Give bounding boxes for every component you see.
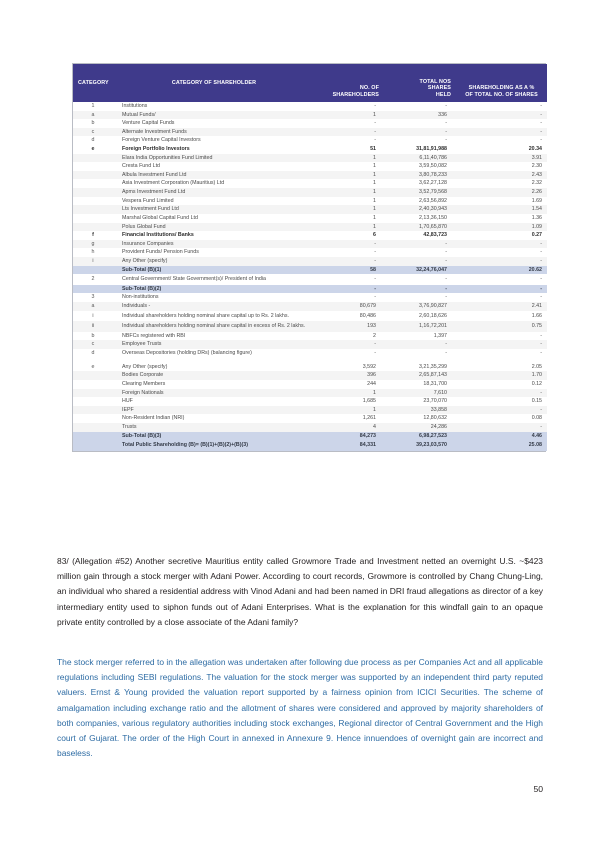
cell-shareholding-percent: 2.32	[531, 180, 542, 187]
column-header-category: CATEGORY	[73, 64, 113, 102]
cell-total-shares-held: 2,60,18,626	[419, 312, 447, 319]
cell-category	[73, 414, 113, 423]
cell-shareholder-name: Overseas Depositories (holding DRs) (balancing figure)	[122, 350, 252, 357]
cell-shareholding-percent: 2.43	[531, 171, 542, 178]
cell-shareholding-percent: 3.91	[531, 154, 542, 161]
cell-shareholder-name: Lts Investment Fund Ltd	[122, 206, 179, 213]
cell-shareholder-name: Non-institutions	[122, 294, 159, 301]
table-row	[73, 248, 547, 257]
table-row	[73, 349, 547, 358]
cell-total-shares-held: 33,858	[430, 406, 447, 413]
cell-category	[73, 423, 113, 432]
response-paragraph: The stock merger referred to in the allegation was undertaken after following due process as per Companies Act and all applicable regulations including SEBI regulations. The valuation for the stock merger was supported by an independent third party reputed valuers. Ernst & Young provided the valuation report supported by a fairness opinion from ICICI Securities. The scheme of amalgamation including exchange ratio and the allotment of shares were considered and approved by majority shareholders of both companies, various regulatory authorities including stock exchanges, Regional director of Central Government and the High court of Gujarat. The order of the High Court in annexed in Annexure 9. Hence innuendoes of overnight gain are incorrect and baseless.	[57, 657, 543, 759]
cell-shareholding-percent: 0.08	[531, 415, 542, 422]
cell-shareholding-percent: -	[540, 350, 542, 357]
cell-no-of-shareholders: 1	[373, 180, 376, 187]
cell-no-of-shareholders: 2	[373, 332, 376, 339]
cell-category: e	[91, 363, 95, 370]
table-row	[73, 111, 547, 120]
cell-shareholding-percent: -	[540, 111, 542, 118]
cell-total-shares-held: 3,59,50,082	[419, 163, 447, 170]
table-row	[73, 311, 547, 322]
cell-category	[73, 389, 113, 398]
cell-no-of-shareholders: -	[374, 276, 376, 283]
cell-category: i	[92, 312, 94, 319]
cell-total-shares-held: 18,31,700	[423, 380, 447, 387]
table-row	[73, 293, 547, 302]
cell-shareholding-percent: 0.27	[531, 232, 542, 239]
allegation-paragraph: 83/ (Allegation #52) Another secretive Mauritius entity called Growmore Trade and Investment netted an overnight U.S. ~$423 million gain through a stock merger with Adani Power. According to court records, Growmore is controlled by Chang Chung-Ling, an individual who shared a residential address with Vinod Adani and had been named in DRI fraud allegations as director of a key intermediary entity used to siphon funds out of Adani Enterprises. What is the explanation for this windfall gain to an opaque private entity controlled by a close associate of the Adani family?	[57, 556, 543, 627]
cell-shareholder-name: Venture Capital Funds	[122, 120, 175, 127]
table-row	[73, 414, 547, 423]
cell-category	[73, 154, 113, 163]
cell-total-shares-held: -	[445, 103, 447, 109]
cell-total-shares-held: 39,23,03,570	[416, 442, 447, 449]
cell-category	[73, 432, 113, 441]
cell-shareholding-percent: -	[540, 240, 542, 247]
cell-shareholding-percent: 25.08	[528, 442, 542, 449]
cell-shareholding-percent: 2.41	[531, 303, 542, 310]
cell-no-of-shareholders: 1	[373, 163, 376, 170]
cell-shareholder-name: Individual shareholders holding nominal share capital in excess of Rs. 2 lakhs.	[122, 323, 306, 330]
cell-shareholding-percent: 1.69	[531, 197, 542, 204]
table-row	[73, 171, 547, 180]
table-row	[73, 432, 547, 441]
cell-shareholder-name: Mutual Funds/	[122, 111, 156, 118]
cell-category	[73, 440, 113, 451]
table-row	[73, 397, 547, 406]
table-row	[73, 197, 547, 206]
cell-no-of-shareholders: -	[374, 350, 376, 357]
cell-category: h	[91, 249, 95, 256]
cell-shareholding-percent: 20.34	[528, 146, 542, 153]
cell-total-shares-held: 1,397	[433, 332, 447, 339]
cell-no-of-shareholders: 1	[373, 171, 376, 178]
cell-shareholder-name: Cresta Fund Ltd	[122, 163, 160, 170]
cell-total-shares-held: -	[445, 249, 447, 256]
cell-no-of-shareholders: 1	[373, 154, 376, 161]
cell-shareholder-name: Sub-Total (B)(3)	[122, 432, 162, 439]
cell-no-of-shareholders: -	[374, 257, 376, 264]
cell-no-of-shareholders: 4	[373, 423, 376, 430]
table-row	[73, 406, 547, 415]
cell-no-of-shareholders: 1	[373, 111, 376, 118]
cell-no-of-shareholders: -	[374, 341, 376, 348]
cell-shareholder-name: Alternate Investment Funds	[122, 128, 187, 135]
table-row	[73, 214, 547, 223]
cell-total-shares-held: 2,40,30,943	[419, 206, 447, 213]
column-header-category-of-shareholder: CATEGORY OF SHAREHOLDER	[113, 64, 315, 102]
table-row	[73, 380, 547, 389]
cell-category	[73, 171, 113, 180]
cell-shareholder-name: Central Government/ State Government(s)/ President of India	[122, 276, 266, 283]
cell-shareholder-name: HUF	[122, 398, 133, 405]
cell-category: 3	[91, 294, 95, 301]
cell-category: c	[91, 341, 95, 348]
cell-shareholding-percent: 0.15	[531, 398, 542, 405]
cell-total-shares-held: 2,65,87,143	[419, 372, 447, 379]
cell-shareholder-name: Apms Investment Fund Ltd	[122, 189, 186, 196]
cell-shareholding-percent: -	[540, 332, 542, 339]
table-row	[73, 119, 547, 128]
column-header-total-nos-shares-held: TOTAL NOS SHARES HELD	[383, 64, 455, 102]
cell-category: f	[92, 232, 94, 239]
cell-shareholding-percent: -	[540, 103, 542, 109]
cell-total-shares-held: 31,81,91,988	[416, 146, 447, 153]
cell-category	[73, 223, 113, 232]
cell-no-of-shareholders: -	[374, 120, 376, 127]
table-row	[73, 363, 547, 372]
cell-shareholder-name: Foreign Nationals	[122, 389, 164, 396]
cell-shareholder-name: Bodies Corporate	[122, 372, 164, 379]
cell-shareholder-name: Albula Investment Fund Ltd	[122, 171, 187, 178]
table-row	[73, 285, 547, 294]
cell-total-shares-held: 1,16,72,201	[419, 323, 447, 330]
cell-total-shares-held: -	[445, 294, 447, 301]
cell-shareholder-name: Clearing Members	[122, 380, 166, 387]
cell-shareholding-percent: -	[540, 257, 542, 264]
cell-no-of-shareholders: 1	[373, 206, 376, 213]
cell-category	[73, 397, 113, 406]
cell-no-of-shareholders: 1	[373, 189, 376, 196]
cell-shareholder-name: Elara India Opportunities Fund Limited	[122, 154, 213, 161]
cell-total-shares-held: 1,70,65,870	[419, 223, 447, 230]
table-row	[73, 136, 547, 145]
cell-total-shares-held: 3,80,78,233	[419, 171, 447, 178]
cell-shareholder-name: Any Other (specify)	[122, 363, 168, 370]
cell-shareholder-name: Vespera Fund Limited	[122, 197, 174, 204]
cell-shareholder-name: Trusts	[122, 423, 137, 430]
table-row	[73, 145, 547, 154]
cell-shareholding-percent: -	[540, 294, 542, 301]
table-row	[73, 179, 547, 188]
cell-category: b	[91, 332, 95, 339]
cell-shareholding-percent: 1.54	[531, 206, 542, 213]
cell-no-of-shareholders: 80,486	[359, 312, 376, 319]
cell-shareholder-name: Foreign Portfolio Investors	[122, 146, 190, 153]
cell-shareholder-name: Total Public Shareholding (B)= (B)(1)+(B)(2)+(B)(3)	[122, 442, 248, 449]
cell-total-shares-held: 336	[438, 111, 447, 118]
cell-no-of-shareholders: -	[374, 137, 376, 144]
cell-category	[73, 214, 113, 223]
cell-shareholding-percent: -	[540, 285, 542, 292]
cell-total-shares-held: -	[445, 128, 447, 135]
cell-category	[73, 371, 113, 380]
cell-no-of-shareholders: 1,261	[362, 415, 376, 422]
cell-shareholder-name: Marshal Global Capital Fund Ltd	[122, 214, 198, 221]
cell-no-of-shareholders: 58	[370, 266, 376, 273]
table-row	[73, 162, 547, 171]
cell-shareholding-percent: 1.66	[531, 312, 542, 319]
table-header	[73, 64, 547, 102]
table-row	[73, 274, 547, 285]
cell-shareholding-percent: -	[540, 341, 542, 348]
cell-no-of-shareholders: 84,331	[359, 442, 376, 449]
table-row	[73, 154, 547, 163]
cell-shareholding-percent: -	[540, 249, 542, 256]
cell-shareholding-percent: -	[540, 406, 542, 413]
cell-total-shares-held: -	[445, 285, 447, 292]
table-row	[73, 332, 547, 341]
cell-shareholder-name: IEPF	[122, 406, 134, 413]
cell-total-shares-held: 6,98,27,523	[419, 432, 447, 439]
cell-shareholder-name: Non-Resident Indian (NRI)	[122, 415, 185, 422]
cell-shareholding-percent: -	[540, 423, 542, 430]
cell-shareholder-name: Individuals -	[122, 303, 151, 310]
cell-total-shares-held: -	[445, 137, 447, 144]
cell-total-shares-held: 3,62,27,128	[419, 180, 447, 187]
cell-shareholder-name: Provident Funds/ Pension Funds	[122, 249, 199, 256]
cell-category: c	[91, 128, 95, 135]
cell-no-of-shareholders: 3,592	[362, 363, 376, 370]
table-row	[73, 240, 547, 249]
table-row	[73, 389, 547, 398]
cell-total-shares-held: 2,13,36,150	[419, 214, 447, 221]
cell-category	[73, 205, 113, 214]
cell-category	[73, 406, 113, 415]
cell-total-shares-held: -	[445, 350, 447, 357]
cell-total-shares-held: 32,24,76,047	[416, 266, 447, 273]
cell-no-of-shareholders: 244	[367, 380, 376, 387]
cell-no-of-shareholders: 1,685	[362, 398, 376, 405]
cell-total-shares-held: 42,83,723	[423, 232, 447, 239]
cell-category: a	[91, 111, 95, 118]
table-row	[73, 440, 547, 451]
table-row	[73, 231, 547, 240]
cell-category: a	[91, 303, 95, 310]
cell-shareholder-name: Financial Institutions/ Banks	[122, 232, 194, 239]
cell-no-of-shareholders: 193	[367, 323, 376, 330]
table-row	[73, 371, 547, 380]
cell-total-shares-held: 6,11,40,786	[419, 154, 447, 161]
cell-category	[73, 285, 113, 294]
cell-shareholding-percent: 0.75	[531, 323, 542, 330]
cell-no-of-shareholders: 1	[373, 197, 376, 204]
table-body	[73, 102, 547, 451]
cell-shareholding-percent: -	[540, 120, 542, 127]
cell-no-of-shareholders: 1	[373, 214, 376, 221]
cell-no-of-shareholders: -	[374, 249, 376, 256]
cell-no-of-shareholders: -	[374, 294, 376, 301]
cell-total-shares-held: 23,70,070	[423, 398, 447, 405]
cell-no-of-shareholders: -	[374, 240, 376, 247]
cell-no-of-shareholders: 84,273	[359, 432, 376, 439]
cell-no-of-shareholders: -	[374, 285, 376, 292]
cell-category: d	[91, 350, 95, 357]
cell-shareholder-name: Polus Global Fund	[122, 223, 166, 230]
cell-shareholder-name: Employee Trusts	[122, 341, 162, 348]
table-row	[73, 257, 547, 266]
cell-total-shares-held: 3,76,90,827	[419, 303, 447, 310]
cell-shareholder-name: NBFCs registered with RBI	[122, 332, 186, 339]
cell-total-shares-held: 3,52,79,568	[419, 189, 447, 196]
cell-total-shares-held: 2,63,56,892	[419, 197, 447, 204]
table-row	[73, 102, 547, 111]
cell-total-shares-held: -	[445, 257, 447, 264]
cell-shareholder-name: Any Other (specify)	[122, 257, 168, 264]
cell-shareholding-percent: 1.09	[531, 223, 542, 230]
cell-shareholding-percent: 2.30	[531, 163, 542, 170]
cell-shareholder-name: Asia Investment Corporation (Mauritius) Ltd	[122, 180, 225, 187]
table-row	[73, 423, 547, 432]
cell-shareholder-name: Insurance Companies	[122, 240, 174, 247]
cell-shareholding-percent: 2.26	[531, 189, 542, 196]
table-row	[73, 340, 547, 349]
cell-shareholder-name: Sub-Total (B)(2)	[122, 285, 162, 292]
cell-no-of-shareholders: 51	[370, 146, 376, 153]
cell-total-shares-held: -	[445, 120, 447, 127]
cell-total-shares-held: -	[445, 276, 447, 283]
cell-no-of-shareholders: -	[374, 103, 376, 109]
cell-shareholder-name: Institutions	[122, 103, 148, 109]
column-header-no-of-shareholders: NO. OF SHAREHOLDERS	[315, 64, 383, 102]
cell-no-of-shareholders: 6	[373, 232, 376, 239]
cell-total-shares-held: 24,286	[430, 423, 447, 430]
cell-category: g	[91, 240, 95, 247]
cell-shareholder-name: Foreign Venture Capital Investors	[122, 137, 201, 144]
cell-shareholding-percent: 2.05	[531, 363, 542, 370]
table-row	[73, 321, 547, 332]
cell-category: e	[91, 146, 95, 153]
cell-shareholder-name: Sub-Total (B)(1)	[122, 266, 162, 273]
table-row	[73, 266, 547, 275]
cell-category: b	[91, 120, 95, 127]
cell-no-of-shareholders: 1	[373, 406, 376, 413]
cell-no-of-shareholders: 1	[373, 389, 376, 396]
cell-total-shares-held: 3,21,35,299	[419, 363, 447, 370]
cell-no-of-shareholders: 80,679	[359, 303, 376, 310]
cell-shareholding-percent: -	[540, 389, 542, 396]
cell-category	[73, 188, 113, 197]
cell-category: d	[91, 137, 95, 144]
cell-category: i	[92, 257, 94, 264]
cell-no-of-shareholders: 1	[373, 223, 376, 230]
cell-shareholding-percent: 20.62	[528, 266, 542, 273]
cell-category	[73, 162, 113, 171]
cell-total-shares-held: 12,80,632	[423, 415, 447, 422]
cell-category: ii	[91, 323, 95, 330]
cell-category	[73, 179, 113, 188]
cell-shareholding-percent: -	[540, 137, 542, 144]
cell-category	[73, 266, 113, 275]
cell-no-of-shareholders: 396	[367, 372, 376, 379]
cell-shareholding-percent: 0.12	[531, 380, 542, 387]
cell-no-of-shareholders: -	[374, 128, 376, 135]
table-row	[73, 302, 547, 311]
cell-shareholding-percent: 1.70	[531, 372, 542, 379]
cell-total-shares-held: -	[445, 240, 447, 247]
cell-category: 2	[91, 276, 95, 283]
cell-category: 1	[91, 103, 95, 109]
cell-category	[73, 380, 113, 389]
shareholding-pattern-table	[72, 63, 546, 452]
table-row	[73, 128, 547, 137]
cell-shareholding-percent: 4.46	[531, 432, 542, 439]
page-number: 50	[533, 784, 543, 794]
table-row	[73, 205, 547, 214]
cell-total-shares-held: -	[445, 341, 447, 348]
cell-shareholding-percent: -	[540, 276, 542, 283]
cell-shareholder-name: Individual shareholders holding nominal share capital up to Rs. 2 lakhs.	[122, 312, 289, 319]
cell-total-shares-held: 7,610	[433, 389, 447, 396]
cell-shareholding-percent: -	[540, 128, 542, 135]
column-header-shareholding-percent: SHAREHOLDING AS A % OF TOTAL NO. OF SHARES	[455, 64, 547, 102]
cell-shareholding-percent: 1.36	[531, 214, 542, 221]
table-row	[73, 223, 547, 232]
table-row	[73, 188, 547, 197]
cell-category	[73, 197, 113, 206]
